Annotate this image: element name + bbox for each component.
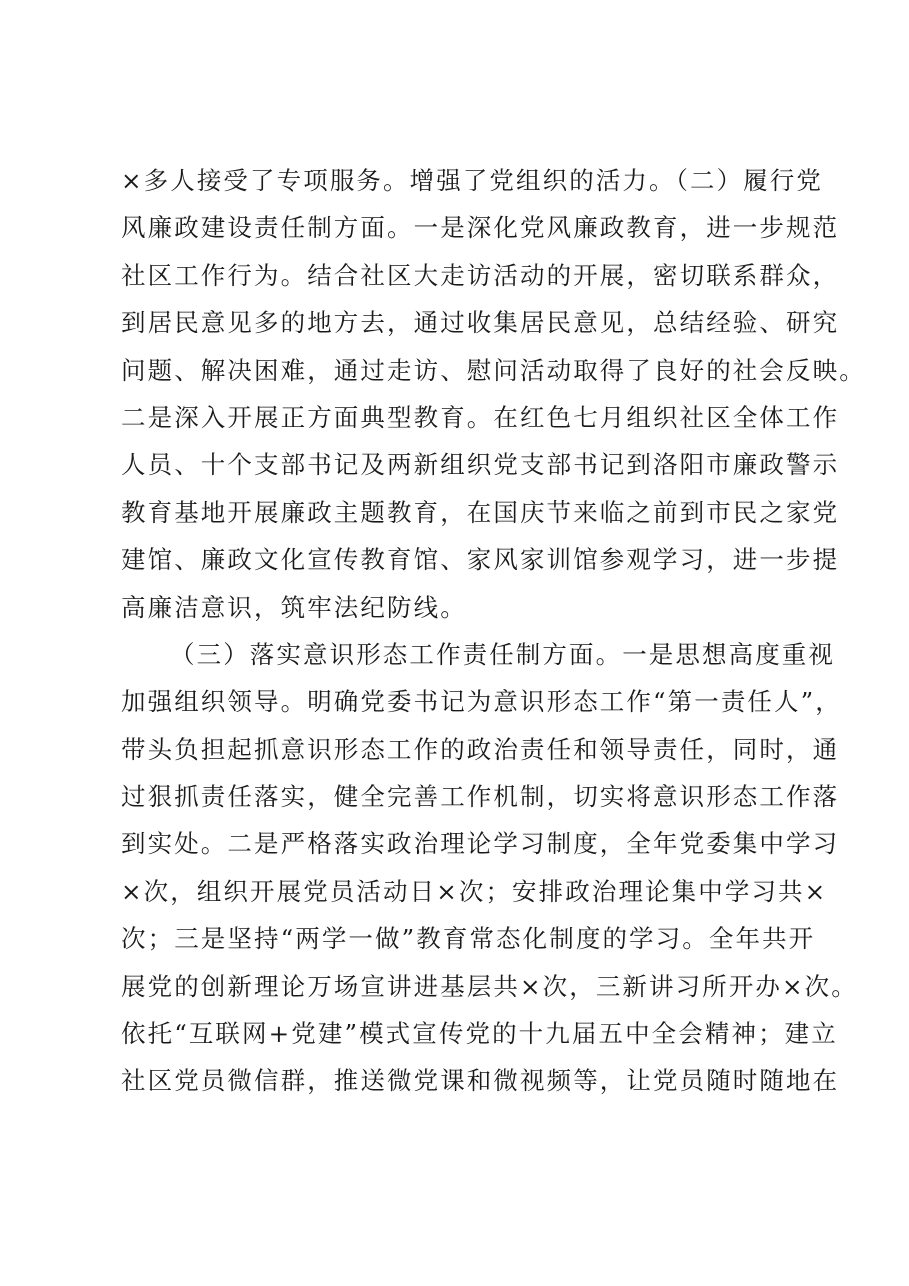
paragraph-start-line: （三）落实意识形态工作责任制方面。一是思想高度重视	[170, 639, 835, 669]
text-line: 问题、解决困难，通过走访、慰问活动取得了良好的社会反映。	[121, 355, 866, 385]
text-line: 二是深入开展正方面典型教育。在红色七月组织社区全体工作	[121, 402, 840, 432]
text-line: 人员、十个支部书记及两新组织党支部书记到洛阳市廉政警示	[121, 450, 840, 480]
text-line: 社区党员微信群，推送微党课和微视频等，让党员随时随地在	[121, 1066, 840, 1096]
text-line: 加强组织领导。明确党委书记为意识形态工作“第一责任人”，	[121, 687, 842, 717]
text-line: ×次，组织开展党员活动日×次；安排政治理论集中学习共×	[121, 876, 828, 906]
text-line: ×多人接受了专项服务。增强了党组织的活力。（二）履行党	[121, 166, 823, 195]
text-line: 展党的创新理论万场宣讲进基层共×次，三新讲习所开办×次。	[121, 971, 858, 1001]
body-text	[121, 157, 866, 1105]
text-line: 带头负担起抓意识形态工作的政治责任和领导责任，同时，通	[121, 734, 840, 764]
text-line: 过狠抓责任落实，健全完善工作机制，切实将意识形态工作落	[121, 782, 840, 812]
text-line: 教育基地开展廉政主题教育，在国庆节来临之前到市民之家党	[121, 497, 840, 527]
text-line: 社区工作行为。结合社区大走访活动的开展，密切联系群众，	[121, 260, 840, 290]
text-line: 依托“互联网+党建”模式宣传党的十九届五中全会精神；建立	[121, 1019, 838, 1049]
text-line: 到实处。二是严格落实政治理论学习制度，全年党委集中学习	[121, 829, 840, 859]
text-line: 到居民意见多的地方去，通过收集居民意见，总结经验、研究	[121, 308, 840, 338]
text-line: 风廉政建设责任制方面。一是深化党风廉政教育，进一步规范	[121, 213, 840, 243]
text-line: 建馆、廉政文化宣传教育馆、家风家训馆参观学习，进一步提	[121, 545, 840, 575]
text-line: 次；三是坚持“两学一做”教育常态化制度的学习。全年共开	[121, 924, 816, 954]
text-line: 高廉洁意识，筑牢法纪防线。	[121, 592, 467, 622]
